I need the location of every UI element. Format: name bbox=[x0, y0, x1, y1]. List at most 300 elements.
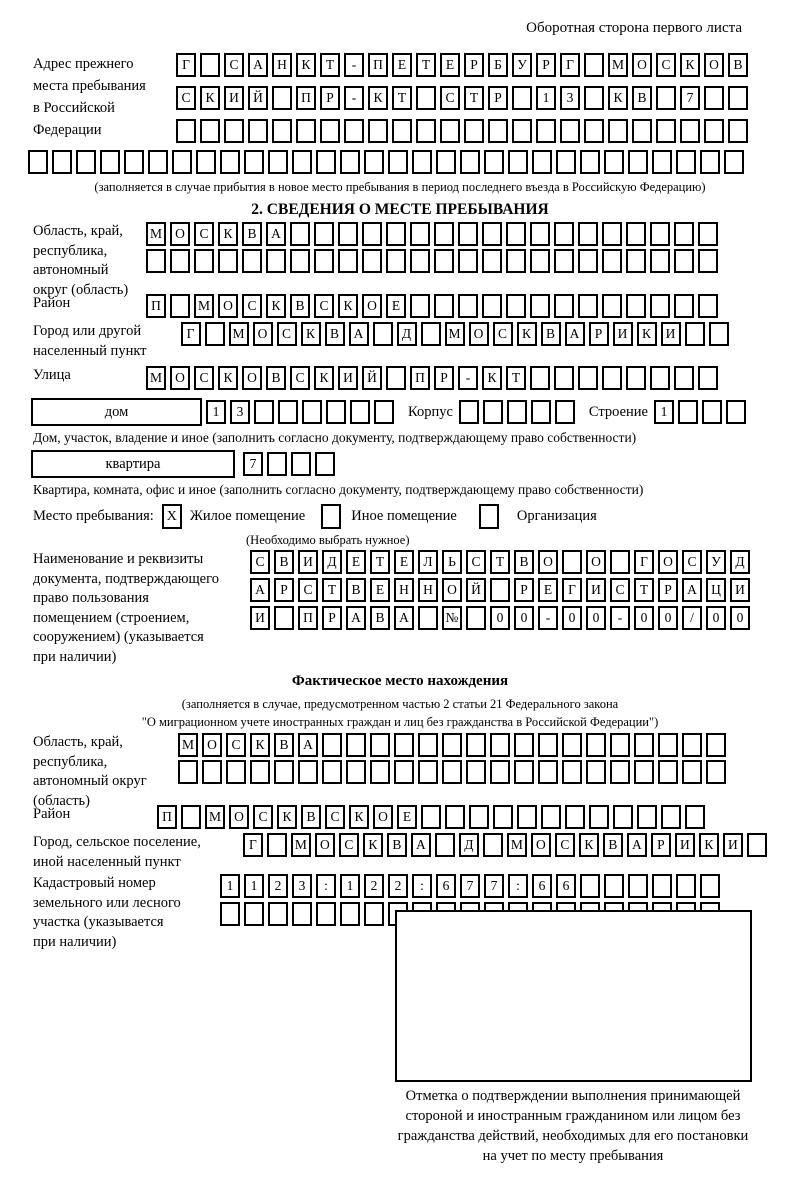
char-cell bbox=[394, 760, 414, 784]
label-line: Адрес прежнего bbox=[33, 56, 134, 72]
char-cell bbox=[565, 805, 585, 829]
char-cell: К bbox=[579, 833, 599, 857]
char-cell: 0 bbox=[586, 606, 606, 630]
district-row bbox=[146, 294, 718, 318]
char-cell: Т bbox=[370, 550, 390, 574]
district-label: Район bbox=[33, 295, 71, 311]
label-line: Область, край, bbox=[33, 223, 123, 239]
char-cell bbox=[298, 760, 318, 784]
char-cell: С bbox=[194, 366, 214, 390]
char-cell: Г bbox=[560, 53, 580, 77]
char-cell bbox=[469, 805, 489, 829]
char-cell bbox=[410, 249, 430, 273]
char-cell bbox=[608, 119, 628, 143]
char-cell: Е bbox=[370, 578, 390, 602]
char-cell: К bbox=[277, 805, 297, 829]
char-cell bbox=[578, 249, 598, 273]
char-cell bbox=[632, 119, 652, 143]
char-cell bbox=[661, 805, 681, 829]
label-line: при наличии) bbox=[33, 648, 117, 665]
actual-city-label bbox=[0, 833, 201, 872]
char-cell: Н bbox=[272, 53, 292, 77]
label-line: участка (указывается bbox=[33, 914, 164, 930]
char-cell bbox=[532, 150, 552, 174]
char-cell: 7 bbox=[460, 874, 480, 898]
char-cell: А bbox=[394, 606, 414, 630]
char-cell: В bbox=[514, 550, 534, 574]
label-line: "О миграционном учете иностранных граждан и лиц без гражданства в Российской Федерации") bbox=[141, 715, 659, 729]
char-cell bbox=[194, 249, 214, 273]
char-cell: В bbox=[728, 53, 748, 77]
char-cell: Г bbox=[634, 550, 654, 574]
char-cell bbox=[676, 150, 696, 174]
char-cell: У bbox=[512, 53, 532, 77]
label-line: Город, сельское поселение, bbox=[33, 834, 201, 850]
label-line: Область, край, bbox=[33, 734, 123, 750]
char-cell: Р bbox=[320, 86, 340, 110]
char-cell bbox=[530, 222, 550, 246]
char-cell bbox=[602, 366, 622, 390]
char-cell: О bbox=[229, 805, 249, 829]
char-cell bbox=[531, 400, 551, 424]
char-cell: 3 bbox=[230, 400, 250, 424]
char-cell bbox=[386, 366, 406, 390]
char-cell bbox=[488, 119, 508, 143]
actual-location-title: Фактическое место нахождения bbox=[291, 673, 509, 689]
char-cell bbox=[554, 366, 574, 390]
char-cell: 1 bbox=[536, 86, 556, 110]
actual-city-row bbox=[243, 833, 767, 857]
char-cell: К bbox=[296, 53, 316, 77]
char-cell bbox=[364, 902, 384, 926]
char-cell bbox=[442, 760, 462, 784]
char-cell: 0 bbox=[634, 606, 654, 630]
char-cell: Р bbox=[514, 578, 534, 602]
char-cell bbox=[658, 760, 678, 784]
char-cell: К bbox=[266, 294, 286, 318]
char-cell bbox=[584, 53, 604, 77]
char-cell bbox=[580, 874, 600, 898]
char-cell bbox=[244, 902, 264, 926]
char-cell: В bbox=[242, 222, 262, 246]
char-cell bbox=[464, 119, 484, 143]
char-cell bbox=[586, 760, 606, 784]
char-cell bbox=[652, 874, 672, 898]
char-cell bbox=[554, 249, 574, 273]
char-cell: М bbox=[146, 222, 166, 246]
char-cell: Б bbox=[488, 53, 508, 77]
stay-type-label: Место пребывания: bbox=[33, 508, 154, 524]
char-cell bbox=[458, 294, 478, 318]
prev-address-block bbox=[0, 53, 800, 143]
char-cell bbox=[338, 222, 358, 246]
char-cell bbox=[626, 366, 646, 390]
char-cell: Е bbox=[386, 294, 406, 318]
char-cell bbox=[344, 119, 364, 143]
char-cell: Р bbox=[589, 322, 609, 346]
char-cell bbox=[512, 86, 532, 110]
stay-type-note: (Необходимо выбрать нужное) bbox=[246, 533, 410, 547]
char-cell: О bbox=[373, 805, 393, 829]
label-line: места пребывания bbox=[33, 78, 146, 94]
char-cell bbox=[364, 150, 384, 174]
char-cell bbox=[290, 249, 310, 273]
char-cell: С bbox=[290, 366, 310, 390]
char-cell: Г bbox=[562, 578, 582, 602]
char-cell bbox=[728, 119, 748, 143]
char-cell bbox=[410, 294, 430, 318]
char-cell bbox=[292, 902, 312, 926]
char-cell: Р bbox=[488, 86, 508, 110]
char-cell: М bbox=[291, 833, 311, 857]
char-cell bbox=[170, 294, 190, 318]
label-line: земельного или лесного bbox=[33, 894, 181, 911]
char-cell bbox=[674, 249, 694, 273]
char-cell bbox=[418, 760, 438, 784]
char-cell bbox=[314, 249, 334, 273]
char-cell bbox=[610, 733, 630, 757]
char-cell: 3 bbox=[292, 874, 312, 898]
char-cell: О bbox=[362, 294, 382, 318]
char-cell bbox=[514, 733, 534, 757]
char-cell bbox=[578, 222, 598, 246]
house-note: Дом, участок, владение и иное (заполнить согласно документу, подтверждающему право собственности) bbox=[33, 430, 637, 445]
label-line: стороной и иностранным гражданином или лицом без bbox=[405, 1108, 741, 1124]
stay-option-organization-checkbox bbox=[479, 504, 499, 529]
char-cell bbox=[541, 805, 561, 829]
char-cell: И bbox=[661, 322, 681, 346]
char-cell: Т bbox=[392, 86, 412, 110]
char-cell bbox=[656, 119, 676, 143]
char-cell: Ь bbox=[442, 550, 462, 574]
char-cell bbox=[698, 366, 718, 390]
char-cell: В bbox=[274, 550, 294, 574]
stay-type-row bbox=[33, 504, 800, 529]
char-cell: М bbox=[178, 733, 198, 757]
char-cell: Р bbox=[274, 578, 294, 602]
char-cell: С bbox=[555, 833, 575, 857]
char-cell: 1 bbox=[220, 874, 240, 898]
char-cell: А bbox=[250, 578, 270, 602]
char-cell bbox=[296, 119, 316, 143]
char-cell: В bbox=[370, 606, 390, 630]
label-line: Федерации bbox=[33, 122, 102, 138]
char-cell: С bbox=[493, 322, 513, 346]
char-cell bbox=[362, 249, 382, 273]
char-cell: Д bbox=[397, 322, 417, 346]
char-cell bbox=[374, 400, 394, 424]
label-line: иной населенный пункт bbox=[33, 853, 181, 870]
region-rows bbox=[146, 222, 718, 273]
char-cell: Т bbox=[322, 578, 342, 602]
char-cell bbox=[466, 760, 486, 784]
char-cell bbox=[76, 150, 96, 174]
label-line: Отметка о подтверждении выполнения принимающей bbox=[405, 1088, 741, 1104]
char-cell bbox=[434, 222, 454, 246]
label-line: сооружением) (указывается bbox=[33, 629, 204, 645]
char-cell bbox=[674, 294, 694, 318]
char-cell: И bbox=[250, 606, 270, 630]
char-cell bbox=[538, 733, 558, 757]
char-cell: С bbox=[466, 550, 486, 574]
char-cell: : bbox=[316, 874, 336, 898]
char-cell: Й bbox=[362, 366, 382, 390]
char-cell: К bbox=[301, 322, 321, 346]
cadastre-row-1 bbox=[220, 874, 720, 898]
char-cell: И bbox=[298, 550, 318, 574]
char-cell bbox=[650, 222, 670, 246]
actual-location-note bbox=[0, 695, 800, 731]
page-side-note: Оборотная сторона первого листа bbox=[526, 20, 742, 36]
char-cell bbox=[291, 452, 311, 476]
char-cell: В bbox=[301, 805, 321, 829]
char-cell: 0 bbox=[730, 606, 750, 630]
label-line: на учет по месту пребывания bbox=[482, 1148, 664, 1164]
char-cell: К bbox=[608, 86, 628, 110]
char-cell bbox=[709, 322, 729, 346]
label-line: (область) bbox=[33, 792, 90, 809]
char-cell: - bbox=[344, 53, 364, 77]
label-line: автономный bbox=[33, 262, 109, 278]
char-cell bbox=[530, 249, 550, 273]
char-cell: Е bbox=[394, 550, 414, 574]
char-cell: О bbox=[704, 53, 724, 77]
char-cell: С bbox=[440, 86, 460, 110]
char-cell: Р bbox=[434, 366, 454, 390]
char-cell bbox=[386, 249, 406, 273]
char-cell bbox=[482, 222, 502, 246]
char-cell: П bbox=[410, 366, 430, 390]
char-cell bbox=[589, 805, 609, 829]
char-cell: И bbox=[723, 833, 743, 857]
char-cell bbox=[52, 150, 72, 174]
char-cell bbox=[682, 760, 702, 784]
char-cell bbox=[685, 805, 705, 829]
char-cell bbox=[555, 400, 575, 424]
char-cell: № bbox=[442, 606, 462, 630]
char-cell bbox=[267, 833, 287, 857]
label-line: Наименование и реквизиты bbox=[33, 551, 204, 567]
char-cell: С bbox=[194, 222, 214, 246]
char-cell bbox=[706, 760, 726, 784]
char-cell bbox=[536, 119, 556, 143]
stroenie-cells bbox=[654, 400, 746, 424]
char-cell bbox=[507, 400, 527, 424]
char-cell: А bbox=[682, 578, 702, 602]
char-cell: И bbox=[586, 578, 606, 602]
char-cell: П bbox=[368, 53, 388, 77]
char-cell bbox=[560, 119, 580, 143]
char-cell bbox=[490, 578, 510, 602]
char-cell: А bbox=[346, 606, 366, 630]
stay-option-organization-label: Организация bbox=[516, 508, 597, 524]
char-cell: П bbox=[296, 86, 316, 110]
char-cell bbox=[628, 150, 648, 174]
label-line: автономный округ bbox=[33, 773, 147, 789]
char-cell: Е bbox=[397, 805, 417, 829]
label-line: республика, bbox=[33, 242, 108, 259]
char-cell: 2 bbox=[364, 874, 384, 898]
char-cell bbox=[466, 606, 486, 630]
label-line: при наличии) bbox=[33, 933, 117, 950]
char-cell: С bbox=[314, 294, 334, 318]
char-cell bbox=[602, 249, 622, 273]
char-cell: С bbox=[325, 805, 345, 829]
char-cell: Р bbox=[536, 53, 556, 77]
char-cell bbox=[702, 400, 722, 424]
char-cell: 6 bbox=[436, 874, 456, 898]
house-type-box: дом bbox=[31, 398, 202, 426]
char-cell bbox=[266, 249, 286, 273]
char-cell: Й bbox=[248, 86, 268, 110]
char-cell bbox=[314, 222, 334, 246]
char-cell bbox=[628, 874, 648, 898]
actual-region-block bbox=[0, 733, 800, 811]
char-cell bbox=[370, 760, 390, 784]
char-cell bbox=[506, 222, 526, 246]
char-cell: Н bbox=[418, 578, 438, 602]
district-block bbox=[0, 294, 800, 318]
char-cell: К bbox=[218, 366, 238, 390]
prev-address-extra-row bbox=[28, 150, 800, 174]
char-cell: С bbox=[610, 578, 630, 602]
char-cell bbox=[434, 294, 454, 318]
apartment-type-box: квартира bbox=[31, 450, 235, 478]
char-cell bbox=[459, 400, 479, 424]
label-line: право пользования bbox=[33, 590, 149, 606]
char-cell: К bbox=[637, 322, 657, 346]
char-cell: 3 bbox=[560, 86, 580, 110]
char-cell: М bbox=[194, 294, 214, 318]
char-cell: П bbox=[157, 805, 177, 829]
char-cell bbox=[338, 249, 358, 273]
char-cell: 1 bbox=[654, 400, 674, 424]
char-cell bbox=[362, 222, 382, 246]
char-cell bbox=[416, 119, 436, 143]
char-cell: К bbox=[314, 366, 334, 390]
char-cell bbox=[682, 733, 702, 757]
char-cell bbox=[747, 833, 767, 857]
char-cell bbox=[584, 119, 604, 143]
char-cell: С bbox=[339, 833, 359, 857]
char-cell bbox=[196, 150, 216, 174]
char-cell bbox=[578, 294, 598, 318]
char-cell bbox=[418, 733, 438, 757]
char-cell bbox=[580, 150, 600, 174]
char-cell bbox=[272, 119, 292, 143]
char-cell bbox=[652, 150, 672, 174]
char-cell bbox=[613, 805, 633, 829]
document-rows bbox=[250, 550, 750, 630]
char-cell: Е bbox=[346, 550, 366, 574]
char-cell: А bbox=[266, 222, 286, 246]
char-cell: Т bbox=[490, 550, 510, 574]
char-cell bbox=[322, 733, 342, 757]
char-cell: С bbox=[656, 53, 676, 77]
region-block bbox=[0, 222, 800, 300]
char-cell bbox=[490, 760, 510, 784]
char-cell bbox=[674, 366, 694, 390]
char-cell: С bbox=[277, 322, 297, 346]
char-cell bbox=[224, 119, 244, 143]
char-cell bbox=[626, 249, 646, 273]
char-cell: - bbox=[610, 606, 630, 630]
char-cell: - bbox=[344, 86, 364, 110]
label-line: округ (область) bbox=[33, 281, 129, 298]
char-cell: О bbox=[253, 322, 273, 346]
char-cell bbox=[483, 400, 503, 424]
char-cell bbox=[274, 606, 294, 630]
char-cell bbox=[386, 222, 406, 246]
char-cell bbox=[368, 119, 388, 143]
char-cell: А bbox=[565, 322, 585, 346]
char-cell: Т bbox=[464, 86, 484, 110]
char-cell bbox=[458, 222, 478, 246]
char-cell: Т bbox=[320, 53, 340, 77]
char-cell: 0 bbox=[658, 606, 678, 630]
char-cell: О bbox=[531, 833, 551, 857]
char-cell bbox=[728, 86, 748, 110]
char-cell bbox=[658, 733, 678, 757]
char-cell: О bbox=[586, 550, 606, 574]
char-cell: Т bbox=[416, 53, 436, 77]
char-cell bbox=[604, 874, 624, 898]
label-line: документа, подтверждающего bbox=[33, 570, 219, 587]
char-cell bbox=[562, 733, 582, 757]
char-cell bbox=[556, 150, 576, 174]
char-cell bbox=[538, 760, 558, 784]
char-cell: П bbox=[298, 606, 318, 630]
char-cell: О bbox=[538, 550, 558, 574]
apartment-number-cells bbox=[243, 452, 335, 476]
char-cell: К bbox=[349, 805, 369, 829]
char-cell bbox=[278, 400, 298, 424]
char-cell: В bbox=[325, 322, 345, 346]
char-cell: / bbox=[682, 606, 702, 630]
char-cell: К bbox=[699, 833, 719, 857]
char-cell: 2 bbox=[268, 874, 288, 898]
char-cell bbox=[416, 86, 436, 110]
char-cell bbox=[176, 119, 196, 143]
char-cell bbox=[226, 760, 246, 784]
char-cell bbox=[316, 902, 336, 926]
char-cell bbox=[698, 249, 718, 273]
char-cell bbox=[290, 222, 310, 246]
char-cell bbox=[700, 150, 720, 174]
char-cell bbox=[706, 733, 726, 757]
char-cell bbox=[483, 833, 503, 857]
stay-option-residential-label: Жилое помещение bbox=[189, 508, 306, 524]
char-cell bbox=[250, 760, 270, 784]
char-cell bbox=[326, 400, 346, 424]
city-row bbox=[181, 322, 729, 346]
char-cell: М bbox=[229, 322, 249, 346]
char-cell bbox=[602, 294, 622, 318]
stay-option-residential-checkbox: X bbox=[162, 504, 182, 529]
char-cell bbox=[637, 805, 657, 829]
char-cell: 7 bbox=[680, 86, 700, 110]
actual-region-row-2 bbox=[178, 760, 726, 784]
char-cell: Р bbox=[322, 606, 342, 630]
char-cell bbox=[274, 760, 294, 784]
char-cell: Г bbox=[181, 322, 201, 346]
char-cell bbox=[440, 119, 460, 143]
char-cell: М bbox=[146, 366, 166, 390]
char-cell bbox=[726, 400, 746, 424]
char-cell bbox=[421, 322, 441, 346]
char-cell: С bbox=[176, 86, 196, 110]
char-cell: О bbox=[170, 366, 190, 390]
